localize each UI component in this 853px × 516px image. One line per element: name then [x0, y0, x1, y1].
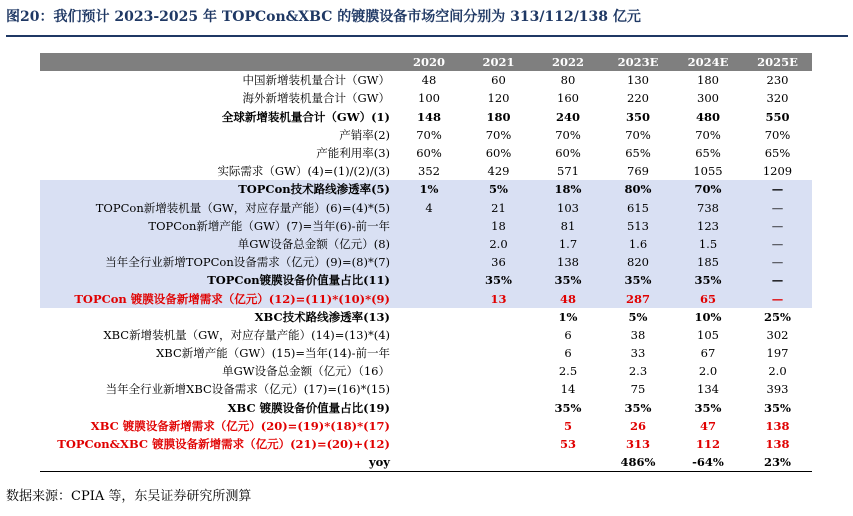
table-row [40, 380, 812, 398]
table-cell: 5% [628, 309, 648, 324]
table-row [40, 326, 812, 344]
table-cell [394, 217, 464, 235]
table-cell [394, 326, 464, 344]
table-cell: 393 [766, 382, 789, 397]
table-cell: 1.6 [603, 235, 673, 253]
table-cell: 2.0 [698, 364, 718, 379]
row-label: TOPCon 镀膜设备新增需求（亿元）(12)=(11)*(10)*(9) [40, 289, 394, 307]
table-cell [394, 399, 464, 417]
table-cell: 80 [560, 73, 576, 88]
row-label: TOPCon新增装机量（GW，对应存量产能）(6)=(4)*(5) [40, 199, 394, 217]
row-label: 产销率(2) [339, 127, 390, 142]
table-row [40, 144, 812, 162]
table-row [40, 180, 812, 198]
table-cell: 65% [764, 146, 791, 161]
table-cell: 350 [625, 109, 650, 124]
table-cell: 138 [765, 418, 790, 433]
table-row [40, 217, 812, 235]
table-cell: 1.5 [673, 235, 743, 253]
table-cell: 123 [673, 217, 743, 235]
source-note: 数据来源：CPIA 等，东吴证券研究所测算 [6, 489, 252, 504]
table-row [40, 253, 812, 271]
table-cell: 14 [560, 382, 576, 397]
table-cell: 6 [564, 327, 572, 342]
table-cell [464, 453, 533, 472]
table-cell: 1% [558, 309, 578, 324]
table-cell [394, 271, 464, 289]
table-cell: 65% [625, 146, 651, 161]
table-cell: 75 [630, 382, 646, 397]
table-cell: 138 [765, 437, 790, 452]
table-row [40, 417, 812, 435]
table-cell: 65% [695, 146, 721, 161]
row-label: 实际需求（GW）(4)=(1)/(2)/(3) [217, 164, 390, 179]
row-label: TOPCon镀膜设备价值量占比(11) [40, 271, 394, 289]
table-row [40, 199, 812, 217]
table-cell: 738 [673, 199, 743, 217]
table-cell: 480 [695, 109, 720, 124]
table-cell: 70% [695, 127, 721, 142]
table-cell: 21 [464, 199, 533, 217]
table-cell: 148 [416, 109, 441, 124]
row-label: XBC技术路线渗透率(13) [254, 309, 390, 324]
table-cell: 10% [694, 309, 722, 324]
table-cell: 100 [418, 91, 440, 106]
table-cell: 287 [603, 289, 673, 307]
table-row [40, 435, 812, 453]
data-table [40, 53, 812, 472]
table-cell: 18 [464, 217, 533, 235]
table-cell: 70% [416, 127, 442, 142]
table-cell: 35% [624, 400, 652, 415]
table-cell [394, 253, 464, 271]
table-cell: — [743, 271, 812, 289]
table-cell: 35% [533, 271, 603, 289]
table-cell [394, 362, 464, 380]
table-cell: 35% [464, 271, 533, 289]
table-row [40, 453, 812, 472]
table-cell: — [743, 253, 812, 271]
table-cell: — [743, 235, 812, 253]
table-cell: 70% [485, 127, 512, 142]
row-label: 当年全行业新增TOPCon设备需求（亿元）(9)=(8)*(7) [40, 253, 394, 271]
table-cell [533, 453, 603, 472]
row-label: yoy [40, 453, 394, 472]
table-cell: 35% [554, 400, 582, 415]
table-cell: 26 [629, 418, 646, 433]
header-row [40, 53, 812, 71]
table-cell: 180 [697, 73, 719, 88]
table-cell: 60 [491, 73, 506, 88]
table-cell: 53 [559, 437, 576, 452]
table-cell: 180 [486, 109, 511, 124]
table-row [40, 108, 812, 126]
table-row [40, 162, 812, 180]
table-cell: 18% [533, 180, 603, 198]
table-cell: 185 [673, 253, 743, 271]
table-cell: 80% [603, 180, 673, 198]
table-cell: 60% [416, 146, 442, 161]
row-label: 单GW设备总金额（亿元）(8) [40, 235, 394, 253]
table-cell: 67 [700, 346, 716, 361]
header-cell: 2023E [603, 53, 673, 71]
table-cell: 48 [533, 289, 603, 307]
table-cell: 2.0 [464, 235, 533, 253]
table-cell: 35% [603, 271, 673, 289]
table-cell: — [743, 180, 812, 198]
table-cell: 60% [485, 146, 512, 161]
table-cell: 820 [603, 253, 673, 271]
table-cell [464, 308, 533, 326]
table-cell: 70% [764, 127, 791, 142]
table-row [40, 126, 812, 144]
table-cell: 571 [557, 164, 579, 179]
table-cell: -64% [673, 453, 743, 472]
table-cell [464, 435, 533, 453]
row-label: TOPCon新增产能（GW）(7)=当年(6)-前一年 [40, 217, 394, 235]
table-cell: 65 [673, 289, 743, 307]
table-cell: 302 [766, 327, 789, 342]
table-cell [394, 235, 464, 253]
table-cell [394, 380, 464, 398]
table-cell: 23% [743, 453, 812, 472]
table-cell [464, 399, 533, 417]
table-row [40, 271, 812, 289]
table-cell: 6 [564, 346, 572, 361]
table-cell: 25% [764, 309, 791, 324]
table-cell: 48 [421, 73, 437, 88]
table-cell: 240 [555, 109, 580, 124]
table-cell: 5 [563, 418, 572, 433]
table-cell: 1.7 [533, 235, 603, 253]
table-cell: 160 [557, 91, 579, 106]
table-cell: 197 [766, 346, 789, 361]
table-cell: 70% [555, 127, 581, 142]
table-cell: 769 [627, 164, 649, 179]
table-cell: — [743, 289, 812, 307]
table-cell [464, 344, 533, 362]
table-cell: 134 [697, 382, 719, 397]
row-label: 当年全行业新增XBC设备需求（亿元）(17)=(16)*(15) [105, 382, 390, 397]
row-label: XBC新增产能（GW）(15)=当年(14)-前一年 [156, 346, 390, 361]
table-cell: 550 [765, 109, 790, 124]
row-label: 海外新增装机量合计（GW） [242, 91, 390, 106]
table-cell: 220 [627, 91, 649, 106]
table-cell: 36 [464, 253, 533, 271]
table-cell: 81 [533, 217, 603, 235]
table-cell: 33 [630, 346, 646, 361]
table-cell [394, 453, 464, 472]
table-cell: 38 [630, 327, 646, 342]
table-cell: 300 [697, 91, 719, 106]
table-cell: 2.5 [558, 364, 578, 379]
table-cell: 352 [418, 164, 440, 179]
table-row [40, 344, 812, 362]
table-cell: 486% [603, 453, 673, 472]
table-cell: 313 [625, 437, 650, 452]
table-cell [394, 344, 464, 362]
table-cell: 120 [487, 91, 510, 106]
row-label: TOPCon&XBC 镀膜设备新增需求（亿元）(21)=(20)+(12) [57, 437, 390, 452]
table-cell: 2.3 [628, 364, 648, 379]
table-cell: — [743, 199, 812, 217]
row-label: XBC 镀膜设备价值量占比(19) [227, 400, 390, 415]
table-cell: 13 [464, 289, 533, 307]
table-cell: 615 [603, 199, 673, 217]
table-row [40, 235, 812, 253]
table-cell: 112 [695, 437, 720, 452]
header-cell: 2025E [743, 53, 812, 71]
table-cell: 5% [464, 180, 533, 198]
figure-title: 图20：我们预计 2023-2025 年 TOPCon&XBC 的镀膜设备市场空间分别为 313/112/138 亿元 [6, 9, 641, 25]
table-cell: 429 [487, 164, 510, 179]
table-row [40, 71, 812, 89]
row-label: 全球新增装机量合计（GW）(1) [221, 109, 390, 124]
row-label: 中国新增装机量合计（GW） [242, 73, 390, 88]
header-cell: 2020 [394, 53, 464, 71]
table-row [40, 362, 812, 380]
header-cell: 2024E [673, 53, 743, 71]
table-cell [464, 362, 533, 380]
header-cell [40, 53, 394, 71]
table-cell: 138 [533, 253, 603, 271]
table-cell: 320 [766, 91, 789, 106]
table-cell: 1209 [762, 164, 793, 179]
table-cell [464, 417, 533, 435]
table-cell: 35% [694, 400, 722, 415]
table-cell: 35% [673, 271, 743, 289]
table-cell: — [743, 217, 812, 235]
table-cell: 130 [627, 73, 649, 88]
table-cell: 513 [603, 217, 673, 235]
row-label: 产能利用率(3) [316, 146, 390, 161]
title-divider [6, 35, 848, 37]
table-cell: 4 [394, 199, 464, 217]
table-row [40, 399, 812, 417]
table-cell [394, 308, 464, 326]
table-cell [464, 326, 533, 344]
table-cell: 103 [533, 199, 603, 217]
row-label: XBC 镀膜设备新增需求（亿元）(20)=(19)*(18)*(17) [90, 418, 390, 433]
table-cell [394, 417, 464, 435]
table-cell: 105 [697, 327, 719, 342]
table-cell: 70% [673, 180, 743, 198]
header-cell: 2022 [533, 53, 603, 71]
table-cell: 47 [699, 418, 716, 433]
table-row [40, 308, 812, 326]
table-cell: 230 [766, 73, 789, 88]
table-cell: 35% [764, 400, 791, 415]
table-cell: 70% [625, 127, 651, 142]
table-cell [394, 435, 464, 453]
row-label: TOPCon技术路线渗透率(5) [40, 180, 394, 198]
header-cell: 2021 [464, 53, 533, 71]
table-cell [464, 380, 533, 398]
table-cell: 1% [394, 180, 464, 198]
table-cell: 60% [555, 146, 581, 161]
row-label: XBC新增装机量（GW，对应存量产能）(14)=(13)*(4) [103, 327, 390, 342]
table-row [40, 289, 812, 307]
table-cell: 1055 [693, 164, 723, 179]
table-cell: 2.0 [768, 364, 787, 379]
row-label: 单GW设备总金额（亿元）（16） [222, 364, 390, 379]
table-row [40, 89, 812, 107]
table-cell [394, 289, 464, 307]
